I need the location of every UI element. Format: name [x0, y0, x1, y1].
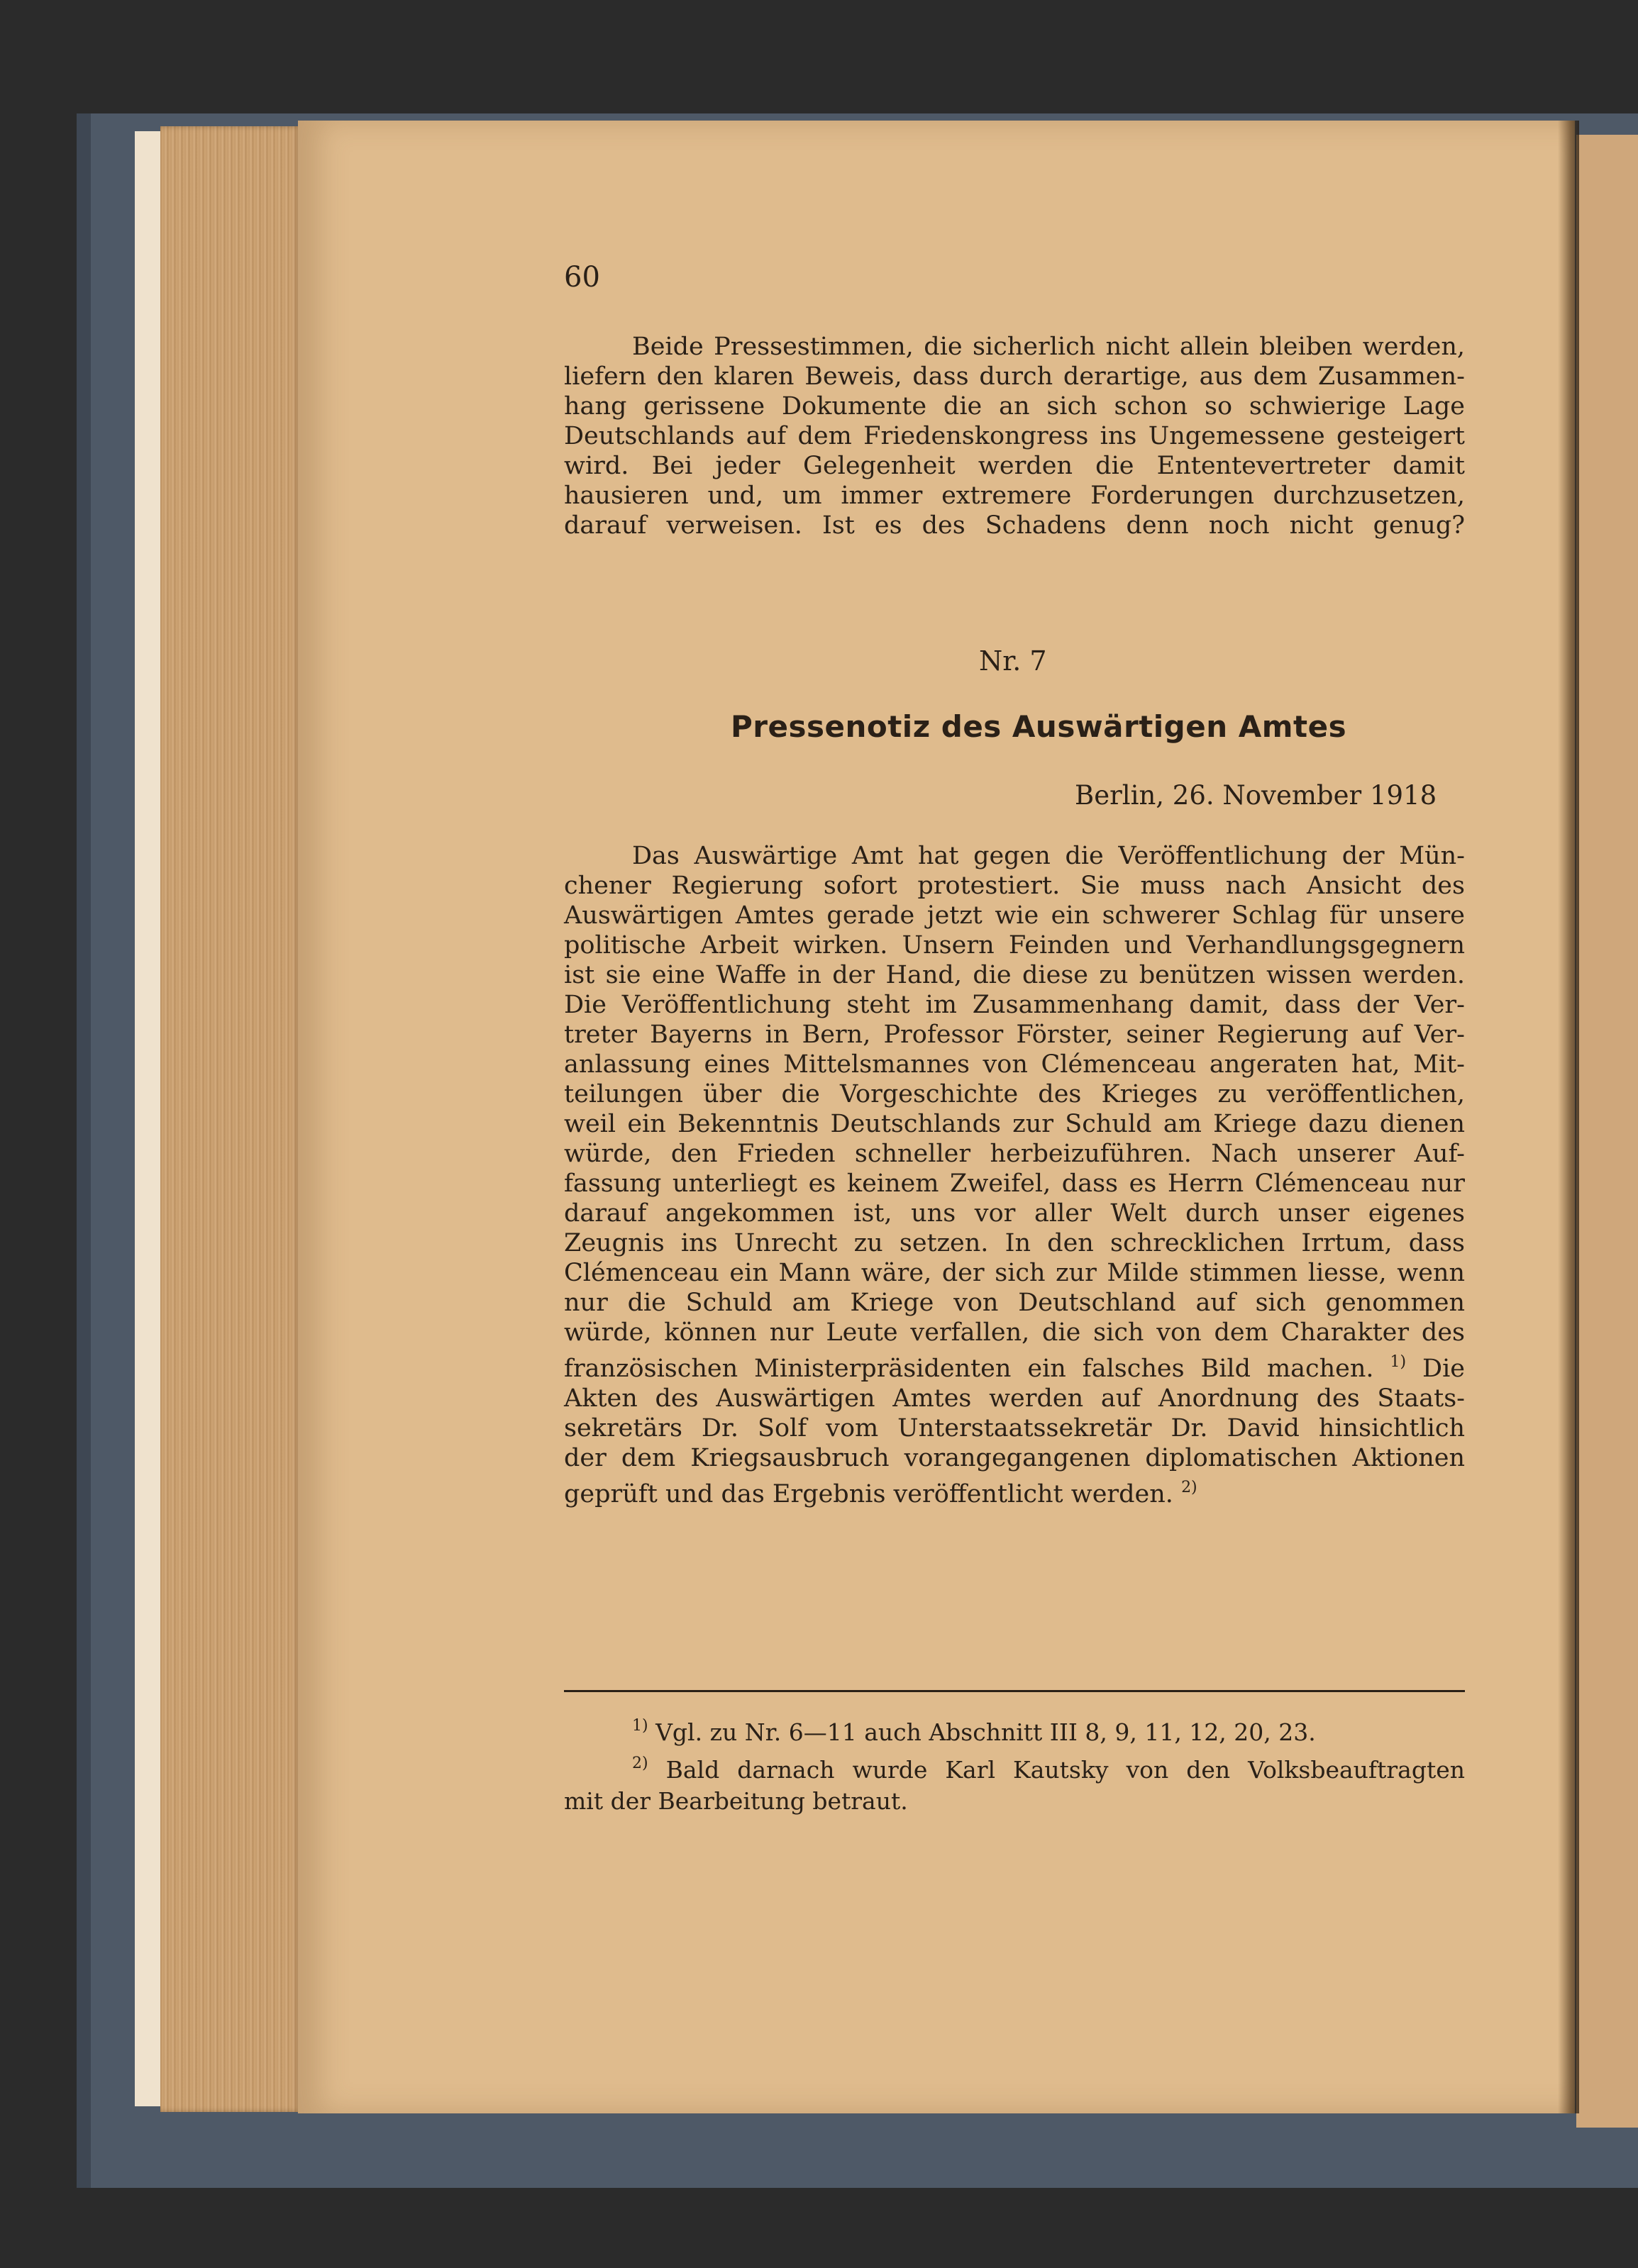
text-line-with-footnote-ref	[564, 1347, 1465, 1384]
text-line: der dem Kriegsausbruch vorangegangenen diplomatischen Aktionen	[564, 1444, 1465, 1472]
page-gutter-shadow	[1558, 121, 1579, 2113]
footnote-divider	[564, 1690, 1465, 1692]
footnote-ref-2: 2)	[1181, 1479, 1197, 1496]
text-line-with-footnote-ref	[564, 1473, 1465, 1509]
text-line: ist sie eine Waffe in der Hand, die diese zu benützen wissen werden.	[564, 961, 1465, 989]
text-line: nur die Schuld am Kriege von Deutschland auf sich genommen	[564, 1289, 1465, 1317]
text-line: darauf verweisen. Ist es des Schadens denn noch nicht genug?	[564, 511, 1465, 540]
footnote-text: Bald darnach wurde Karl Kautsky von den Volksbeauftragten	[665, 1756, 1465, 1784]
footnote-text: Vgl. zu Nr. 6—11 auch Abschnitt III 8, 9, 11, 12, 20, 23.	[655, 1718, 1316, 1746]
cover-edge	[77, 113, 91, 2188]
text-line: würde, können nur Leute verfallen, die sich von dem Charakter des	[564, 1318, 1465, 1347]
text-line: wird. Bei jeder Gelegenheit werden die Ententevertreter damit	[564, 452, 1465, 480]
intro-paragraph	[564, 332, 1465, 540]
footnotes	[564, 1711, 1465, 1817]
text-segment: französischen Ministerpräsidenten ein falsches Bild machen.	[564, 1355, 1374, 1383]
document-date: Berlin, 26. November 1918	[1075, 780, 1437, 811]
text-line: sekretärs Dr. Solf vom Unterstaatssekretär Dr. David hinsichtlich	[564, 1414, 1465, 1442]
text-line: würde, den Frieden schneller herbeizuführen. Nach unserer Auf-	[564, 1140, 1465, 1168]
footnote-ref-1: 1)	[1390, 1353, 1407, 1371]
text-segment: Die	[1422, 1355, 1465, 1383]
footnote-2	[564, 1748, 1465, 1786]
text-line: liefern den klaren Beweis, dass durch derartige, aus dem Zusammen-	[564, 362, 1465, 391]
text-line: Beide Pressestimmen, die sicherlich nicht allein bleiben werden,	[632, 333, 1465, 361]
text-line: fassung unterliegt es keinem Zweifel, dass es Herrn Clémenceau nur	[564, 1169, 1465, 1198]
footnote-2-continuation: mit der Bearbeitung betraut.	[564, 1787, 908, 1815]
text-line: darauf angekommen ist, uns vor aller Welt durch unser eigenes	[564, 1199, 1465, 1228]
text-line: Akten des Auswärtigen Amtes werden auf Anordnung des Staats-	[564, 1384, 1465, 1413]
text-line: Die Veröffentlichung steht im Zusammenhang damit, dass der Ver-	[564, 991, 1465, 1019]
document-title: Pressenotiz des Auswärtigen Amtes	[731, 709, 1347, 744]
text-line: Auswärtigen Amtes gerade jetzt wie ein schwerer Schlag für unsere	[564, 901, 1465, 930]
text-line: teilungen über die Vorgeschichte des Krieges zu veröffentlichen,	[564, 1080, 1465, 1108]
document-body	[564, 841, 1465, 1509]
text-line: hang gerissene Dokumente die an sich schon so schwierige Lage	[564, 392, 1465, 421]
text-line: hausieren und, um immer extremere Forderungen durchzusetzen,	[564, 482, 1465, 510]
text-line: treter Bayerns in Bern, Professor Förster, seiner Regierung auf Ver-	[564, 1021, 1465, 1049]
page-number: 60	[564, 261, 600, 294]
text-line: chener Regierung sofort protestiert. Sie muss nach Ansicht des	[564, 872, 1465, 900]
footnote-1	[564, 1711, 1465, 1748]
text-line: Deutschlands auf dem Friedenskongress ins Ungemessene gesteigert	[564, 422, 1465, 450]
text-line: anlassung eines Mittelsmannes von Clémenceau angeraten hat, Mit-	[564, 1050, 1465, 1079]
document-number: Nr. 7	[979, 645, 1047, 677]
text-line: Das Auswärtige Amt hat gegen die Veröffentlichung der Mün-	[632, 842, 1465, 870]
footnote-mark: 1)	[632, 1717, 648, 1735]
footnote-mark: 2)	[632, 1755, 648, 1772]
facing-page-edge	[1576, 135, 1638, 2128]
page-block-edge	[160, 126, 302, 2112]
text-line: weil ein Bekenntnis Deutschlands zur Schuld am Kriege dazu dienen	[564, 1110, 1465, 1138]
text-line: politische Arbeit wirken. Unsern Feinden und Verhandlungsgegnern	[564, 931, 1465, 960]
text-segment: geprüft und das Ergebnis veröffentlicht werden.	[564, 1480, 1173, 1508]
text-line: Clémenceau ein Mann wäre, der sich zur Milde stimmen liesse, wenn	[564, 1259, 1465, 1287]
text-line: Zeugnis ins Unrecht zu setzen. In den schrecklichen Irrtum, dass	[564, 1229, 1465, 1257]
